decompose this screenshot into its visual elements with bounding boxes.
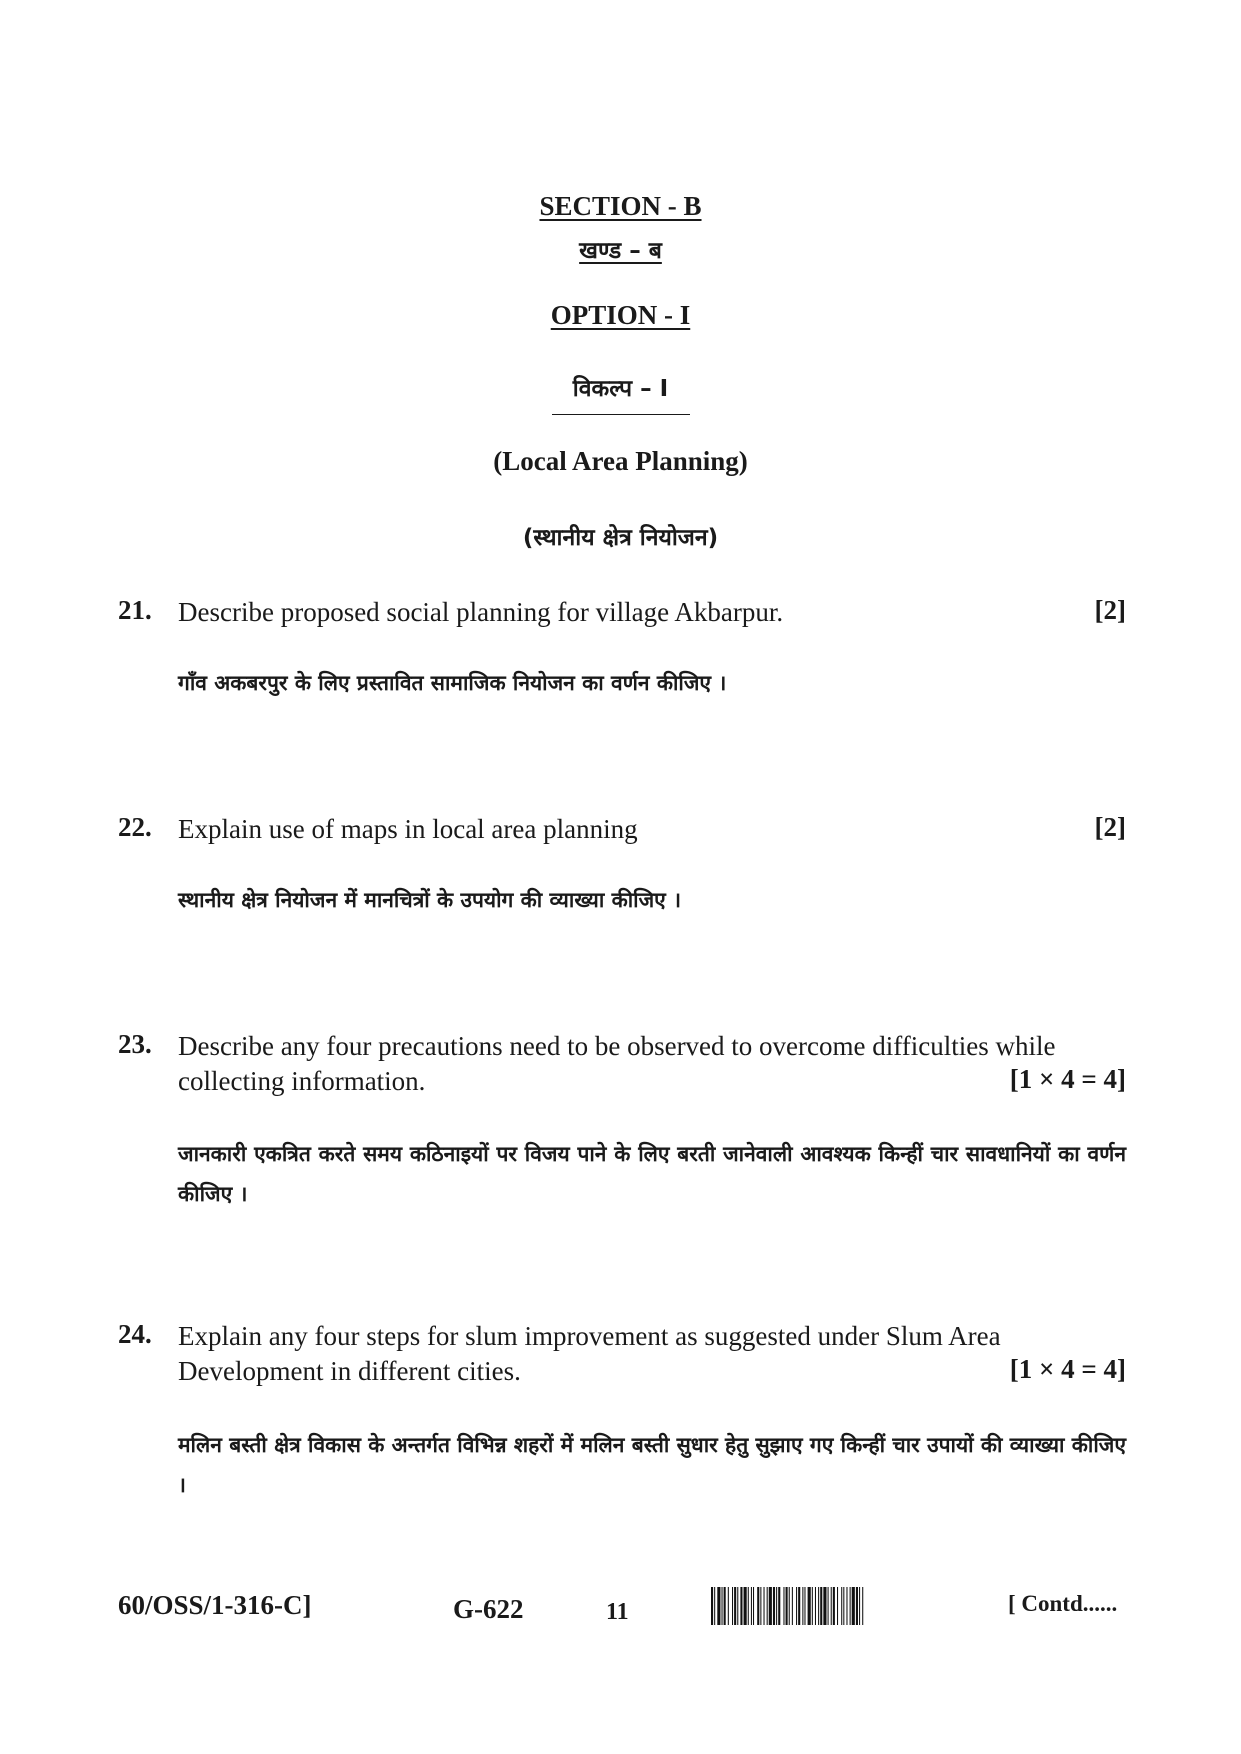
question-text-line: Explain any four steps for slum improvement as suggested under Slum Area [178,1321,1001,1351]
section-title-hindi: खण्ड – ब [579,238,662,264]
question-number: 24. [118,1319,152,1349]
option-underline [552,414,690,415]
question-text-line: collecting information. [178,1066,426,1096]
option-title: OPTION - I [550,300,691,330]
question-marks: [2] [1094,595,1126,625]
question-text-hindi: मलिन बस्ती क्षेत्र विकास के अन्तर्गत विभिन्न शहरों में मलिन बस्ती सुधार हेतु सुझाए गए किन्हीं चार उपायों की व्याख्या कीजिए । [178,1433,1126,1497]
question-text-hindi: गाँव अकबरपुर के लिए प्रस्तावित सामाजिक नियोजन का वर्णन कीजिए । [178,671,727,695]
question-number: 23. [118,1029,152,1059]
question-text-hindi: जानकारी एकत्रित करते समय कठिनाइयों पर विजय पाने के लिए बरती जानेवाली आवश्यक किन्हीं चार सावधानियों का वर्णन कीजिए । [178,1142,1126,1206]
subject-title: (Local Area Planning) [493,446,748,476]
option-title-hindi: विकल्प – I [572,376,669,402]
subject-title-hindi: (स्थानीय क्षेत्र नियोजन) [522,525,719,551]
question-marks: [1 × 4 = 4] [1009,1064,1126,1094]
barcode [711,1587,987,1625]
contd-note: [ Contd...... [1008,1591,1118,1616]
paper-code: 60/OSS/1-316-C] [118,1590,312,1620]
section-title: SECTION - B [539,191,702,221]
question-marks: [2] [1094,812,1126,842]
question-number: 21. [118,595,152,625]
question-text-line: Describe any four precautions need to be observed to overcome difficulties while [178,1031,1056,1061]
question-text: Explain use of maps in local area planning [178,814,638,844]
page-number: 11 [606,1599,629,1625]
question-text: Describe proposed social planning for village Akbarpur. [178,597,784,627]
question-text-hindi: स्थानीय क्षेत्र नियोजन में मानचित्रों के उपयोग की व्याख्या कीजिए । [178,888,682,912]
question-marks: [1 × 4 = 4] [1009,1354,1126,1384]
question-text-line: Development in different cities. [178,1356,521,1386]
paper-series: G-622 [453,1594,524,1624]
question-number: 22. [118,812,152,842]
